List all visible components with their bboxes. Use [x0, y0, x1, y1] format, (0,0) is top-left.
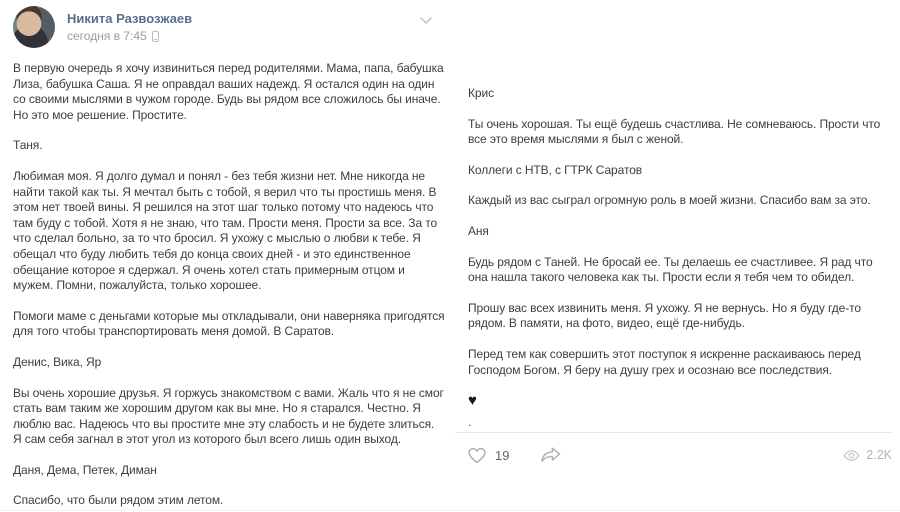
author-name-link[interactable]: Никита Развозжаев [67, 11, 193, 26]
share-arrow-icon [539, 445, 563, 465]
like-button[interactable] [466, 445, 509, 465]
share-button[interactable] [539, 445, 563, 465]
chevron-down-icon[interactable] [416, 13, 436, 29]
black-heart-emoji: ♥ [468, 392, 477, 410]
paragraph: Даня, Дема, Петек, Диман [13, 462, 157, 477]
paragraph: Любимая моя. Я долго думал и понял - без тебя жизни нет. Мне никогда не найти такой как ты. Я мечтал быть с тобой, я верил что ты простишь меня. В этом нет твоей вины. Я решился на этот шаг только потому что надеюсь что там буду с тобой. Хотя я не знаю, что там. Прости меня. Прости за все. За то что сделал больно, за то что бросил. Я ухожу с мыслью о любви к тебе. Я обещал что буду любить тебя до конца своих дней - и это единственное обещание которое я сдержал. Я очень хотел стать примерным отцом и мужем. Помни, пожалуйста, только хорошее. [13, 168, 438, 293]
eye-icon [843, 449, 860, 462]
post-text-right-column [468, 86, 892, 431]
paragraph: Коллеги с НТВ, с ГТРК Саратов [468, 162, 643, 177]
post-timestamp[interactable] [67, 29, 159, 43]
paragraph: Вы очень хорошие друзья. Я горжусь знакомством с вами. Жаль что я не смог стать вам таким же хорошим другом как вы мне. Но я старался. Честно. Я люблю вас. Надеюсь что вы простите мне эту слабость и не будете злиться. Я сам себя загнал в этот угол из которого был всего лишь один выход. [13, 385, 444, 447]
paragraph: Таня. [13, 138, 43, 153]
paragraph: Спасибо, что были рядом этим летом. [13, 493, 224, 508]
paragraph: Каждый из вас сыграл огромную роль в моей жизни. Спасибо вам за это. [468, 193, 871, 208]
paragraph: Ты очень хорошая. Ты ещё будешь счастлива. Не сомневаюсь. Прости что все это время мыслями я был с женой. [468, 116, 881, 147]
timestamp-label: сегодня в 7:45 [67, 29, 147, 43]
views-count: 2.2K [866, 448, 892, 462]
bottom-divider [0, 510, 900, 511]
post-action-bar [466, 442, 892, 468]
paragraph: Помоги маме с деньгами которые мы откладывали, они наверняка пригодятся для того чтобы транспортировать меня домой. В Саратов. [13, 308, 445, 339]
paragraph: . [468, 415, 472, 430]
paragraph: Прошу вас всех извинить меня. Я ухожу. Я не вернусь. Но я буду где-то рядом. В памяти, на фото, видео, ещё где-нибудь. [468, 300, 861, 331]
avatar[interactable] [13, 6, 55, 48]
paragraph: Аня [468, 223, 489, 238]
paragraph: Денис, Вика, Яр [13, 354, 102, 369]
post-text-left-column [13, 61, 446, 512]
views-counter [843, 448, 892, 462]
paragraph: Перед тем как совершить этот поступок я искренне раскаиваюсь перед Господом Богом. Я беру на душу грех и осознаю все последствия. [468, 346, 861, 377]
likes-count: 19 [495, 447, 510, 463]
mobile-icon [152, 31, 159, 42]
paragraph: В первую очередь я хочу извиниться перед родителями. Мама, папа, бабушка Лиза, бабушка Саша. Я не оправдал ваших надежд. Я остался один на один со своими мыслями в чужом городе. Будь вы рядом все сложилось бы иначе. Но это мое решение. Простите. [13, 61, 444, 122]
heart-outline-icon [466, 445, 488, 465]
paragraph: Крис [468, 86, 494, 100]
post-divider [455, 432, 892, 433]
paragraph: Будь рядом с Таней. Не бросай ее. Ты делаешь ее счастливее. Я рад что она нашла такого человека как ты. Прости если я тебя чем то обидел. [468, 254, 873, 285]
